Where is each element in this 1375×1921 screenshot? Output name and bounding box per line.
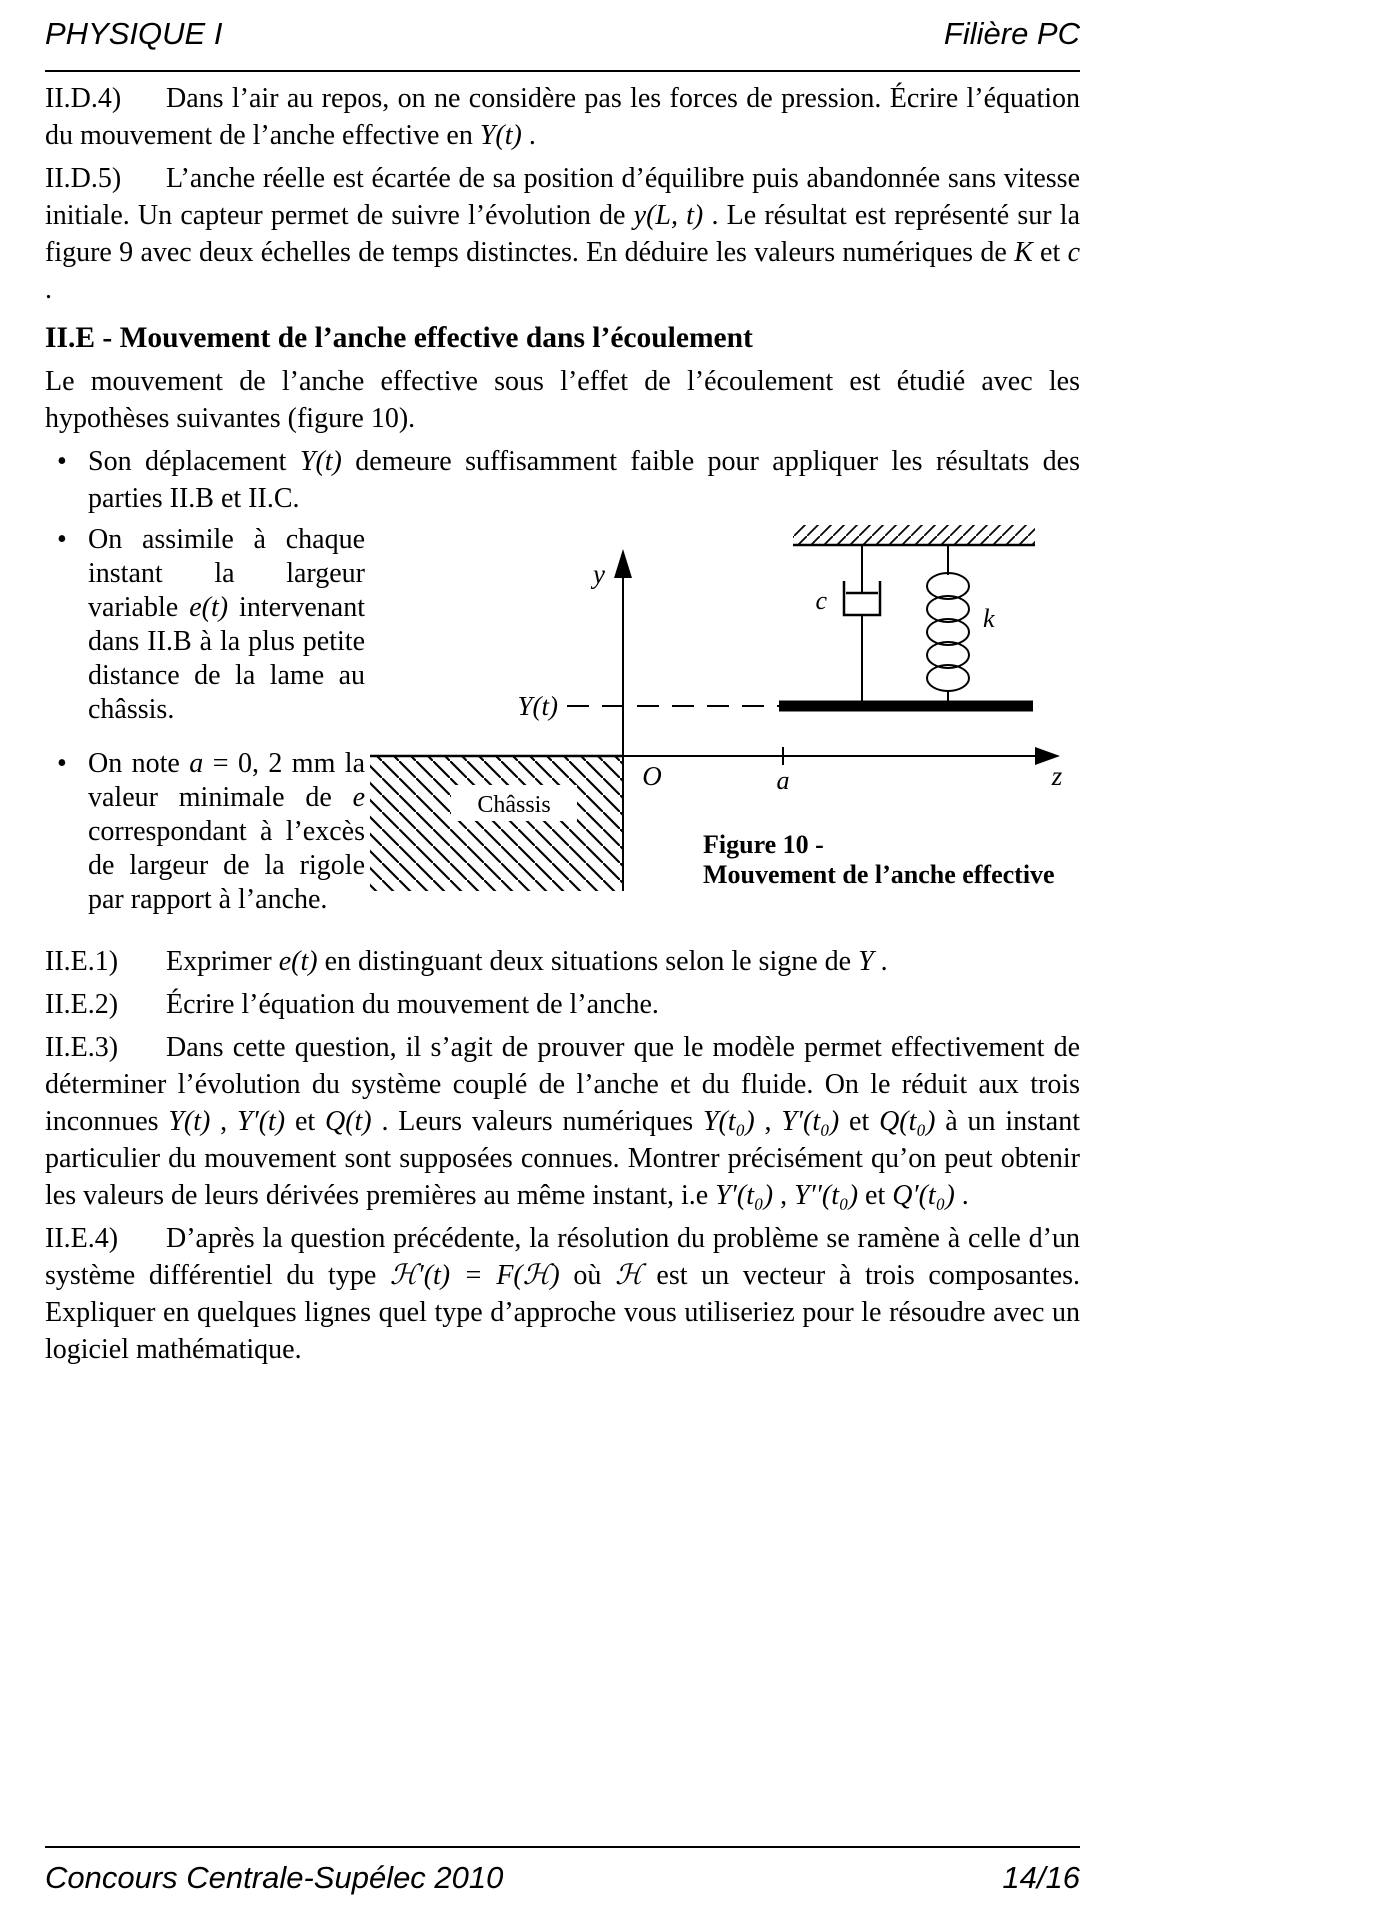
origin-label: O (642, 761, 662, 791)
header-rule (45, 70, 1080, 72)
question-number: II.E.2) (45, 989, 119, 1020)
spring-symbol (927, 545, 969, 701)
figure-10-diagram (365, 523, 1080, 923)
intro-paragraph (45, 363, 1080, 437)
a-label: a (776, 766, 790, 795)
damper-symbol (844, 545, 880, 701)
question-number: II.E.1) (45, 946, 119, 977)
figure-caption-line1: Figure 10 - (703, 830, 824, 859)
bullet-text: On note a = 0, 2 mm la valeur minimale de e correspondant à l’excès de largeur de la rigole par rapport à l’anche. (88, 748, 365, 915)
left-text-column (45, 523, 365, 937)
question-text: Écrire l’équation du mouvement de l’anche. (166, 989, 659, 1020)
question-number: II.E.3) (45, 1032, 119, 1063)
header-track-label: Filière PC (943, 16, 1080, 51)
question-ii-e-3 (45, 1029, 1080, 1214)
hypothesis-bullet-1 (45, 443, 1080, 517)
bullet-marker: • (57, 748, 67, 779)
question-ii-d-4 (45, 80, 1080, 154)
header-course-title: PHYSIQUE I (45, 16, 223, 51)
question-text: Dans l’air au repos, on ne considère pas les forces de pression. Écrire l’équation du mouvement de l’anche effective en Y(t) . (45, 83, 1080, 151)
question-number: II.D.4) (45, 83, 122, 114)
question-text: Dans cette question, il s’agit de prouver que le modèle permet effectivement de déterminer l’évolution du système couplé de l’anche et du fluide. On le réduit aux trois inconnues Y(t) , Y′(t) et Q(t) . Leurs valeurs numériques Y(t₀) , Y′(t₀) et Q(t₀) à un instant particulier du mouvement sont supposées connues. Montrer précisément qu’on peut obtenir les valeurs de leurs dérivées premières au même instant, i.e Y′(t₀) , Y′′(t₀) et Q′(t₀) . (45, 1032, 1081, 1211)
section-heading-ii-e: II.E - Mouvement de l’anche effective dans l’écoulement (45, 322, 753, 354)
bullet-marker: • (57, 524, 67, 555)
paragraph-text: Le mouvement de l’anche effective sous l’effet de l’écoulement est étudié avec les hypothèses suivantes (figure 10). (45, 366, 1080, 434)
question-text: Exprimer e(t) en distinguant deux situations selon le signe de Y . (166, 946, 888, 977)
chassis-hatch (370, 756, 623, 891)
page-footer (45, 1846, 1080, 1896)
question-number: II.E.4) (45, 1223, 119, 1254)
y-axis-arrow (614, 549, 632, 578)
question-ii-d-5 (45, 160, 1080, 308)
hypothesis-bullet-3 (45, 747, 365, 917)
ceiling-hatch (793, 525, 1035, 545)
figure-10-container (365, 523, 1080, 937)
damper-label: c (815, 586, 827, 615)
displacement-label: Y(t) (517, 691, 558, 721)
bullet-text: On assimile à chaque instant la largeur variable e(t) intervenant dans II.B à la plus petite distance de la lame au châssis. (88, 524, 365, 725)
hypothesis-bullet-2 (45, 523, 365, 727)
question-ii-e-4 (45, 1220, 1080, 1368)
z-axis-label: z (1051, 761, 1063, 791)
question-ii-e-1 (45, 943, 1080, 980)
question-number: II.D.5) (45, 163, 122, 194)
figure-row (45, 523, 1080, 937)
document-body (45, 80, 1080, 1374)
chassis-label: Châssis (477, 792, 551, 818)
y-axis-label: y (593, 559, 605, 589)
bullet-text: Son déplacement Y(t) demeure suffisamment faible pour appliquer les résultats des parties II.B et II.C. (88, 446, 1080, 514)
question-ii-e-2 (45, 986, 1080, 1023)
question-text: D’après la question précédente, la résolution du problème se ramène à celle d’un système différentiel du type ℋ′(t) = F(ℋ) où ℋ est un vecteur à trois composantes. Expliquer en quelques lignes quel type d’approche vous utiliseriez pour le résoudre avec un logiciel mathématique. (45, 1223, 1081, 1365)
bullet-marker: • (57, 446, 67, 477)
footer-page-number: 14/16 (1002, 1860, 1080, 1895)
page-header (45, 16, 1080, 52)
footer-exam-title: Concours Centrale-Supélec 2010 (45, 1860, 504, 1895)
spring-label: k (983, 604, 995, 633)
figure-caption-line2: Mouvement de l’anche effective (703, 860, 1055, 889)
question-text: L’anche réelle est écartée de sa position d’équilibre puis abandonnée sans vitesse initiale. Un capteur permet de suivre l’évolution de y(L, t) . Le résultat est représenté sur la figure 9 avec deux échelles de temps distinctes. En déduire les valeurs numériques de K et c . (45, 163, 1081, 305)
